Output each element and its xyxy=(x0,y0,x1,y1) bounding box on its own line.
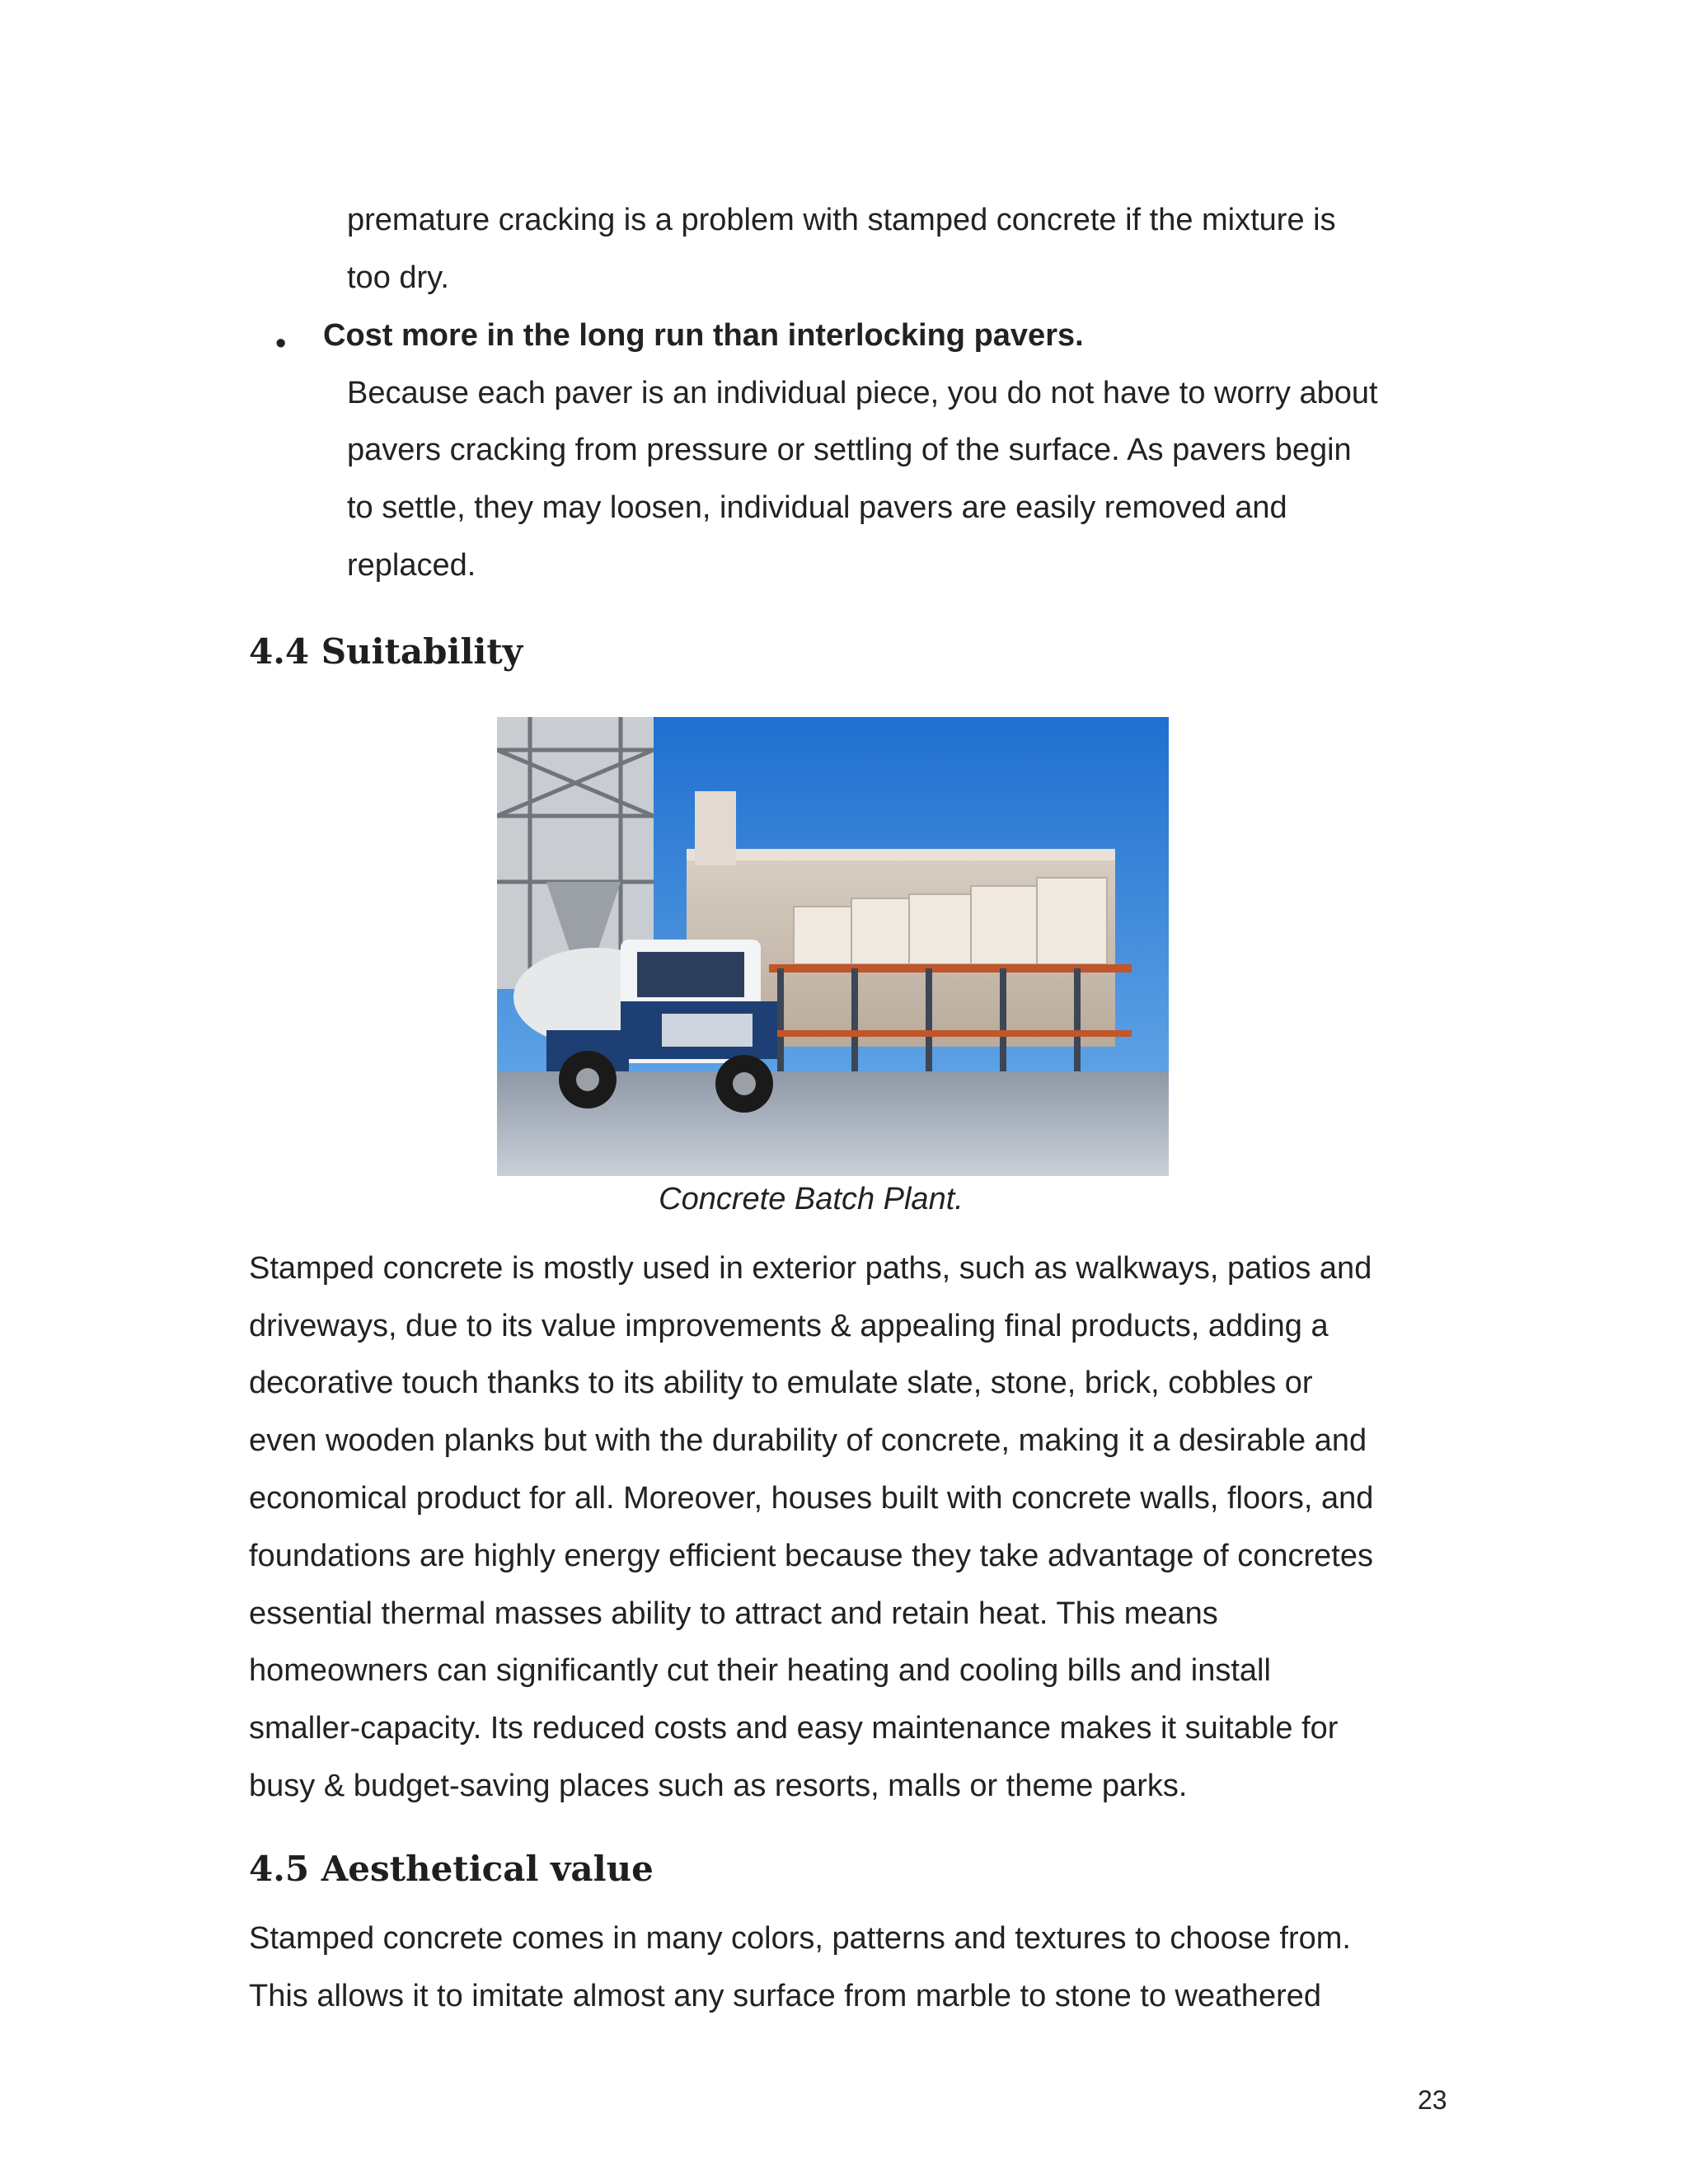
bullet-line-2: pavers cracking from pressure or settling of the surface. As pavers begin xyxy=(347,433,1352,467)
aesthetic-line-1: Stamped concrete comes in many colors, patterns and textures to choose from. xyxy=(249,1921,1351,1956)
concrete-batch-plant-photo xyxy=(497,717,1169,1176)
suitability-line-8: homeowners can significantly cut their heating and cooling bills and install xyxy=(249,1653,1271,1688)
suitability-line-10: busy & budget-saving places such as resorts, malls or theme parks. xyxy=(249,1769,1188,1803)
suitability-line-3: decorative touch thanks to its ability to emulate slate, stone, brick, cobbles or xyxy=(249,1366,1313,1400)
suitability-line-4: even wooden planks but with the durability of concrete, making it a desirable and xyxy=(249,1423,1367,1458)
section-heading-aesthetical-value: 4.5 Aesthetical value xyxy=(249,1849,654,1889)
bullet-line-3: to settle, they may loosen, individual pavers are easily removed and xyxy=(347,490,1287,525)
suitability-line-6: foundations are highly energy efficient because they take advantage of concretes xyxy=(249,1539,1373,1573)
aesthetic-line-2: This allows it to imitate almost any surface from marble to stone to weathered xyxy=(249,1979,1321,2013)
page-number: 23 xyxy=(1418,2085,1447,2115)
bullet-dot: • xyxy=(275,326,287,361)
figure-caption: Concrete Batch Plant. xyxy=(659,1182,964,1216)
suitability-line-2: driveways, due to its value improvements & appealing final products, adding a xyxy=(249,1309,1329,1343)
bullet-line-1: Because each paver is an individual piece, you do not have to worry about xyxy=(347,376,1378,410)
suitability-line-9: smaller-capacity. Its reduced costs and easy maintenance makes it suitable for xyxy=(249,1711,1339,1746)
suitability-line-7: essential thermal masses ability to attract and retain heat. This means xyxy=(249,1596,1218,1631)
suitability-line-5: economical product for all. Moreover, houses built with concrete walls, floors, and xyxy=(249,1481,1374,1516)
intro-line-2: too dry. xyxy=(347,260,449,295)
section-heading-suitability: 4.4 Suitability xyxy=(249,631,523,672)
intro-line-1: premature cracking is a problem with stamped concrete if the mixture is xyxy=(347,203,1336,237)
bullet-line-4: replaced. xyxy=(347,548,476,583)
bullet-title: Cost more in the long run than interlocking pavers. xyxy=(323,318,1084,353)
suitability-line-1: Stamped concrete is mostly used in exterior paths, such as walkways, patios and xyxy=(249,1251,1372,1286)
